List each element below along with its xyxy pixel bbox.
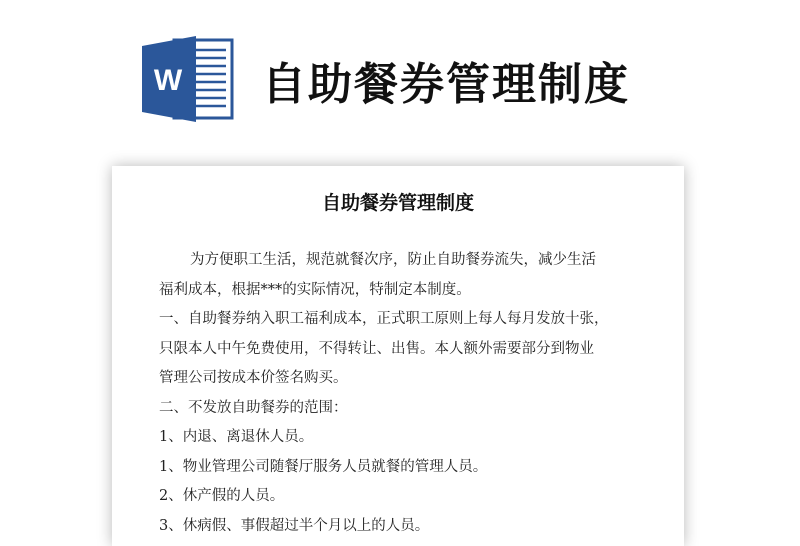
- document-line: 一、自助餐券纳入职工福利成本，正式职工原则上每人每月发放十张，: [159, 311, 609, 327]
- document-line: 福利成本，根据***的实际情况，特制定本制度。: [159, 281, 471, 298]
- document-line: 1、内退、离退休人员。: [159, 429, 314, 445]
- document-line: 1、物业管理公司随餐厅服务人员就餐的管理人员。: [159, 458, 488, 475]
- document-line: 为方便职工生活，规范就餐次序，防止自助餐券流失，减少生活: [190, 252, 596, 268]
- word-doc-icon: [140, 36, 236, 122]
- word-logo-letter: W: [153, 64, 183, 97]
- document-body: [159, 246, 659, 541]
- document-line: 管理公司按成本价签名购买。: [159, 370, 348, 386]
- document-line: 二、不发放自助餐券的范围：: [159, 399, 348, 416]
- document-line: 2、休产假的人员。: [159, 488, 285, 504]
- banner-header: [0, 0, 800, 160]
- document-line: 只限本人中午免费使用，不得转让、出售。本人额外需要部分到物业: [159, 340, 594, 357]
- page-title: 自助餐券管理制度: [262, 59, 630, 110]
- document-page: [112, 166, 684, 546]
- document-title: 自助餐券管理制度: [321, 192, 474, 214]
- document-line: 3、休病假、事假超过半个月以上的人员。: [159, 517, 430, 534]
